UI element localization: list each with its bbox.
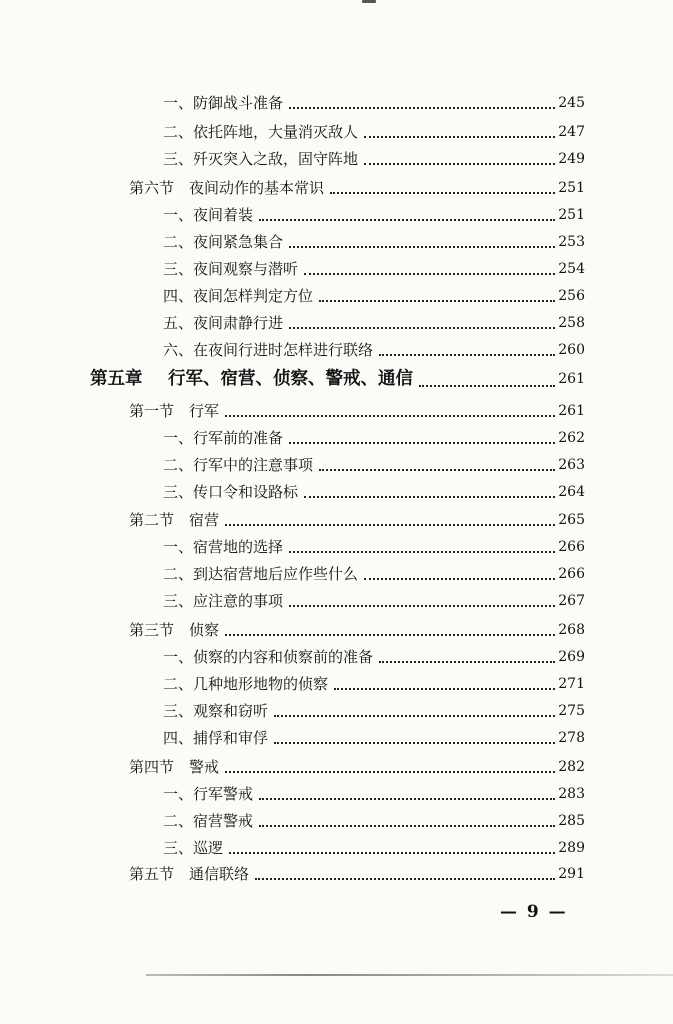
toc-page-number: 291 bbox=[558, 866, 585, 882]
toc-item-label: 二、夜间紧急集合 bbox=[163, 233, 284, 251]
dot-leader bbox=[259, 798, 555, 800]
toc-item-label: 三、歼灭突入之敌，固守阵地 bbox=[163, 150, 359, 168]
toc-item[interactable] bbox=[163, 810, 585, 832]
toc-item-label: 二、宿营警戒 bbox=[163, 812, 254, 830]
toc-item[interactable] bbox=[163, 121, 585, 143]
toc-item[interactable] bbox=[163, 783, 585, 805]
toc-item-label: 二、依托阵地，大量消灭敌人 bbox=[163, 123, 359, 141]
dot-leader bbox=[225, 415, 555, 417]
scan-edge-line bbox=[146, 974, 673, 976]
toc-item[interactable] bbox=[163, 148, 585, 170]
toc-item-label: 一、宿营地的选择 bbox=[163, 538, 284, 556]
dot-leader bbox=[289, 605, 555, 607]
dot-leader bbox=[364, 136, 555, 138]
dot-leader bbox=[289, 551, 555, 553]
toc-section[interactable] bbox=[129, 863, 585, 885]
toc-item[interactable] bbox=[163, 646, 585, 668]
toc-section-number: 第五节 bbox=[129, 865, 175, 883]
dot-leader bbox=[304, 496, 555, 498]
toc-item-label: 五、夜间肃静行进 bbox=[163, 314, 284, 332]
toc-page-number: 283 bbox=[558, 786, 585, 802]
toc-item[interactable] bbox=[163, 427, 585, 449]
toc-section-number: 第四节 bbox=[129, 758, 175, 776]
toc-page-number: 251 bbox=[558, 207, 585, 223]
toc-item-label: 三、巡逻 bbox=[163, 839, 224, 857]
page-number: — 9 — bbox=[500, 902, 568, 922]
toc-item-label: 六、在夜间行进时怎样进行联络 bbox=[163, 341, 374, 359]
toc-page-number: 285 bbox=[558, 813, 585, 829]
toc-page-number: 264 bbox=[558, 484, 585, 500]
toc-item[interactable] bbox=[163, 258, 585, 280]
toc-section-title: 侦察 bbox=[189, 621, 220, 639]
toc-item-label: 三、应注意的事项 bbox=[163, 592, 284, 610]
toc-page-number: 245 bbox=[558, 95, 585, 111]
toc-section-title: 警戒 bbox=[189, 758, 220, 776]
toc-section[interactable] bbox=[129, 177, 585, 199]
toc-page-number: 258 bbox=[558, 315, 585, 331]
scan-mark bbox=[362, 0, 376, 3]
toc-section[interactable] bbox=[129, 619, 585, 641]
toc-item-label: 四、捕俘和审俘 bbox=[163, 729, 269, 747]
toc-item-label: 一、行军前的准备 bbox=[163, 429, 284, 447]
toc-page-number: 289 bbox=[558, 840, 585, 856]
toc-section[interactable] bbox=[129, 509, 585, 531]
toc-item-label: 三、夜间观察与潜听 bbox=[163, 260, 299, 278]
toc-page-number: 275 bbox=[558, 703, 585, 719]
dot-leader bbox=[330, 192, 555, 194]
toc-section-number: 第一节 bbox=[129, 402, 175, 420]
dot-leader bbox=[229, 852, 555, 854]
toc-section-title: 通信联络 bbox=[189, 865, 250, 883]
toc-page-number: 251 bbox=[558, 180, 585, 196]
toc-item[interactable] bbox=[163, 312, 585, 334]
toc-section[interactable] bbox=[129, 756, 585, 778]
toc-item[interactable] bbox=[163, 285, 585, 307]
toc-item-label: 三、传口令和设路标 bbox=[163, 483, 299, 501]
dot-leader bbox=[379, 354, 555, 356]
toc-page-number: 282 bbox=[558, 759, 585, 775]
toc-section-title: 夜间动作的基本常识 bbox=[189, 179, 325, 197]
toc-item-label: 二、到达宿营地后应作些什么 bbox=[163, 565, 359, 583]
toc-item-label: 四、夜间怎样判定方位 bbox=[163, 287, 314, 305]
toc-item-label: 一、行军警戒 bbox=[163, 785, 254, 803]
toc-chapter[interactable] bbox=[90, 366, 585, 392]
toc-page-number: 271 bbox=[558, 676, 585, 692]
toc-item-label: 三、观察和窃听 bbox=[163, 702, 269, 720]
dot-leader bbox=[274, 715, 555, 717]
toc-item[interactable] bbox=[163, 590, 585, 612]
dot-leader bbox=[304, 273, 555, 275]
toc-item[interactable] bbox=[163, 536, 585, 558]
toc-page-number: 256 bbox=[558, 288, 585, 304]
dot-leader bbox=[419, 385, 555, 387]
toc-page-number: 266 bbox=[558, 539, 585, 555]
dot-leader bbox=[259, 825, 555, 827]
toc-page-number: 254 bbox=[558, 261, 585, 277]
toc-page-number: 249 bbox=[558, 151, 585, 167]
toc-section[interactable] bbox=[129, 400, 585, 422]
dot-leader bbox=[364, 163, 555, 165]
toc-page-number: 247 bbox=[558, 124, 585, 140]
toc-page-number: 267 bbox=[558, 593, 585, 609]
toc-item-label: 二、行军中的注意事项 bbox=[163, 456, 314, 474]
toc-section-number: 第六节 bbox=[129, 179, 175, 197]
toc-page-number: 269 bbox=[558, 649, 585, 665]
toc-page-number: 261 bbox=[558, 403, 585, 419]
toc-page-number: 266 bbox=[558, 566, 585, 582]
toc-item[interactable] bbox=[163, 92, 585, 114]
toc-item[interactable] bbox=[163, 339, 585, 361]
dot-leader bbox=[319, 300, 555, 302]
toc-section-number: 第三节 bbox=[129, 621, 175, 639]
toc-section-number: 第二节 bbox=[129, 511, 175, 529]
toc-item[interactable] bbox=[163, 700, 585, 722]
dot-leader bbox=[225, 524, 555, 526]
dot-leader bbox=[289, 442, 555, 444]
dot-leader bbox=[255, 878, 555, 880]
toc-page-number: 278 bbox=[558, 730, 585, 746]
toc-item[interactable] bbox=[163, 204, 585, 226]
toc-item[interactable] bbox=[163, 727, 585, 749]
toc-item-label: 一、夜间着装 bbox=[163, 206, 254, 224]
toc-page-number: 263 bbox=[558, 457, 585, 473]
toc-item-label: 一、侦察的内容和侦察前的准备 bbox=[163, 648, 374, 666]
toc-page-number: 268 bbox=[558, 622, 585, 638]
dot-leader bbox=[225, 771, 555, 773]
toc-item[interactable] bbox=[163, 673, 585, 695]
dot-leader bbox=[364, 578, 555, 580]
dot-leader bbox=[225, 634, 555, 636]
dot-leader bbox=[379, 661, 555, 663]
dot-leader bbox=[289, 246, 555, 248]
toc-item[interactable] bbox=[163, 231, 585, 253]
toc-page-number: 265 bbox=[558, 512, 585, 528]
dot-leader bbox=[259, 219, 555, 221]
toc-section-title: 宿营 bbox=[189, 511, 220, 529]
toc-item[interactable] bbox=[163, 837, 585, 859]
toc-section-title: 行军 bbox=[189, 402, 220, 420]
toc-page-number: 261 bbox=[558, 371, 585, 387]
toc-chapter-number: 第五章 bbox=[90, 369, 143, 389]
dot-leader bbox=[319, 469, 555, 471]
dot-leader bbox=[289, 327, 555, 329]
toc-chapter-title: 行军、宿营、侦察、警戒、通信 bbox=[168, 369, 413, 389]
toc-page-number: 260 bbox=[558, 342, 585, 358]
dot-leader bbox=[334, 688, 555, 690]
dot-leader bbox=[289, 107, 555, 109]
toc-item-label: 一、防御战斗准备 bbox=[163, 94, 284, 112]
toc-item-label: 二、几种地形地物的侦察 bbox=[163, 675, 329, 693]
toc-item[interactable] bbox=[163, 481, 585, 503]
toc-item[interactable] bbox=[163, 454, 585, 476]
toc-page-number: 253 bbox=[558, 234, 585, 250]
toc-item[interactable] bbox=[163, 563, 585, 585]
toc-page-number: 262 bbox=[558, 430, 585, 446]
dot-leader bbox=[274, 742, 555, 744]
